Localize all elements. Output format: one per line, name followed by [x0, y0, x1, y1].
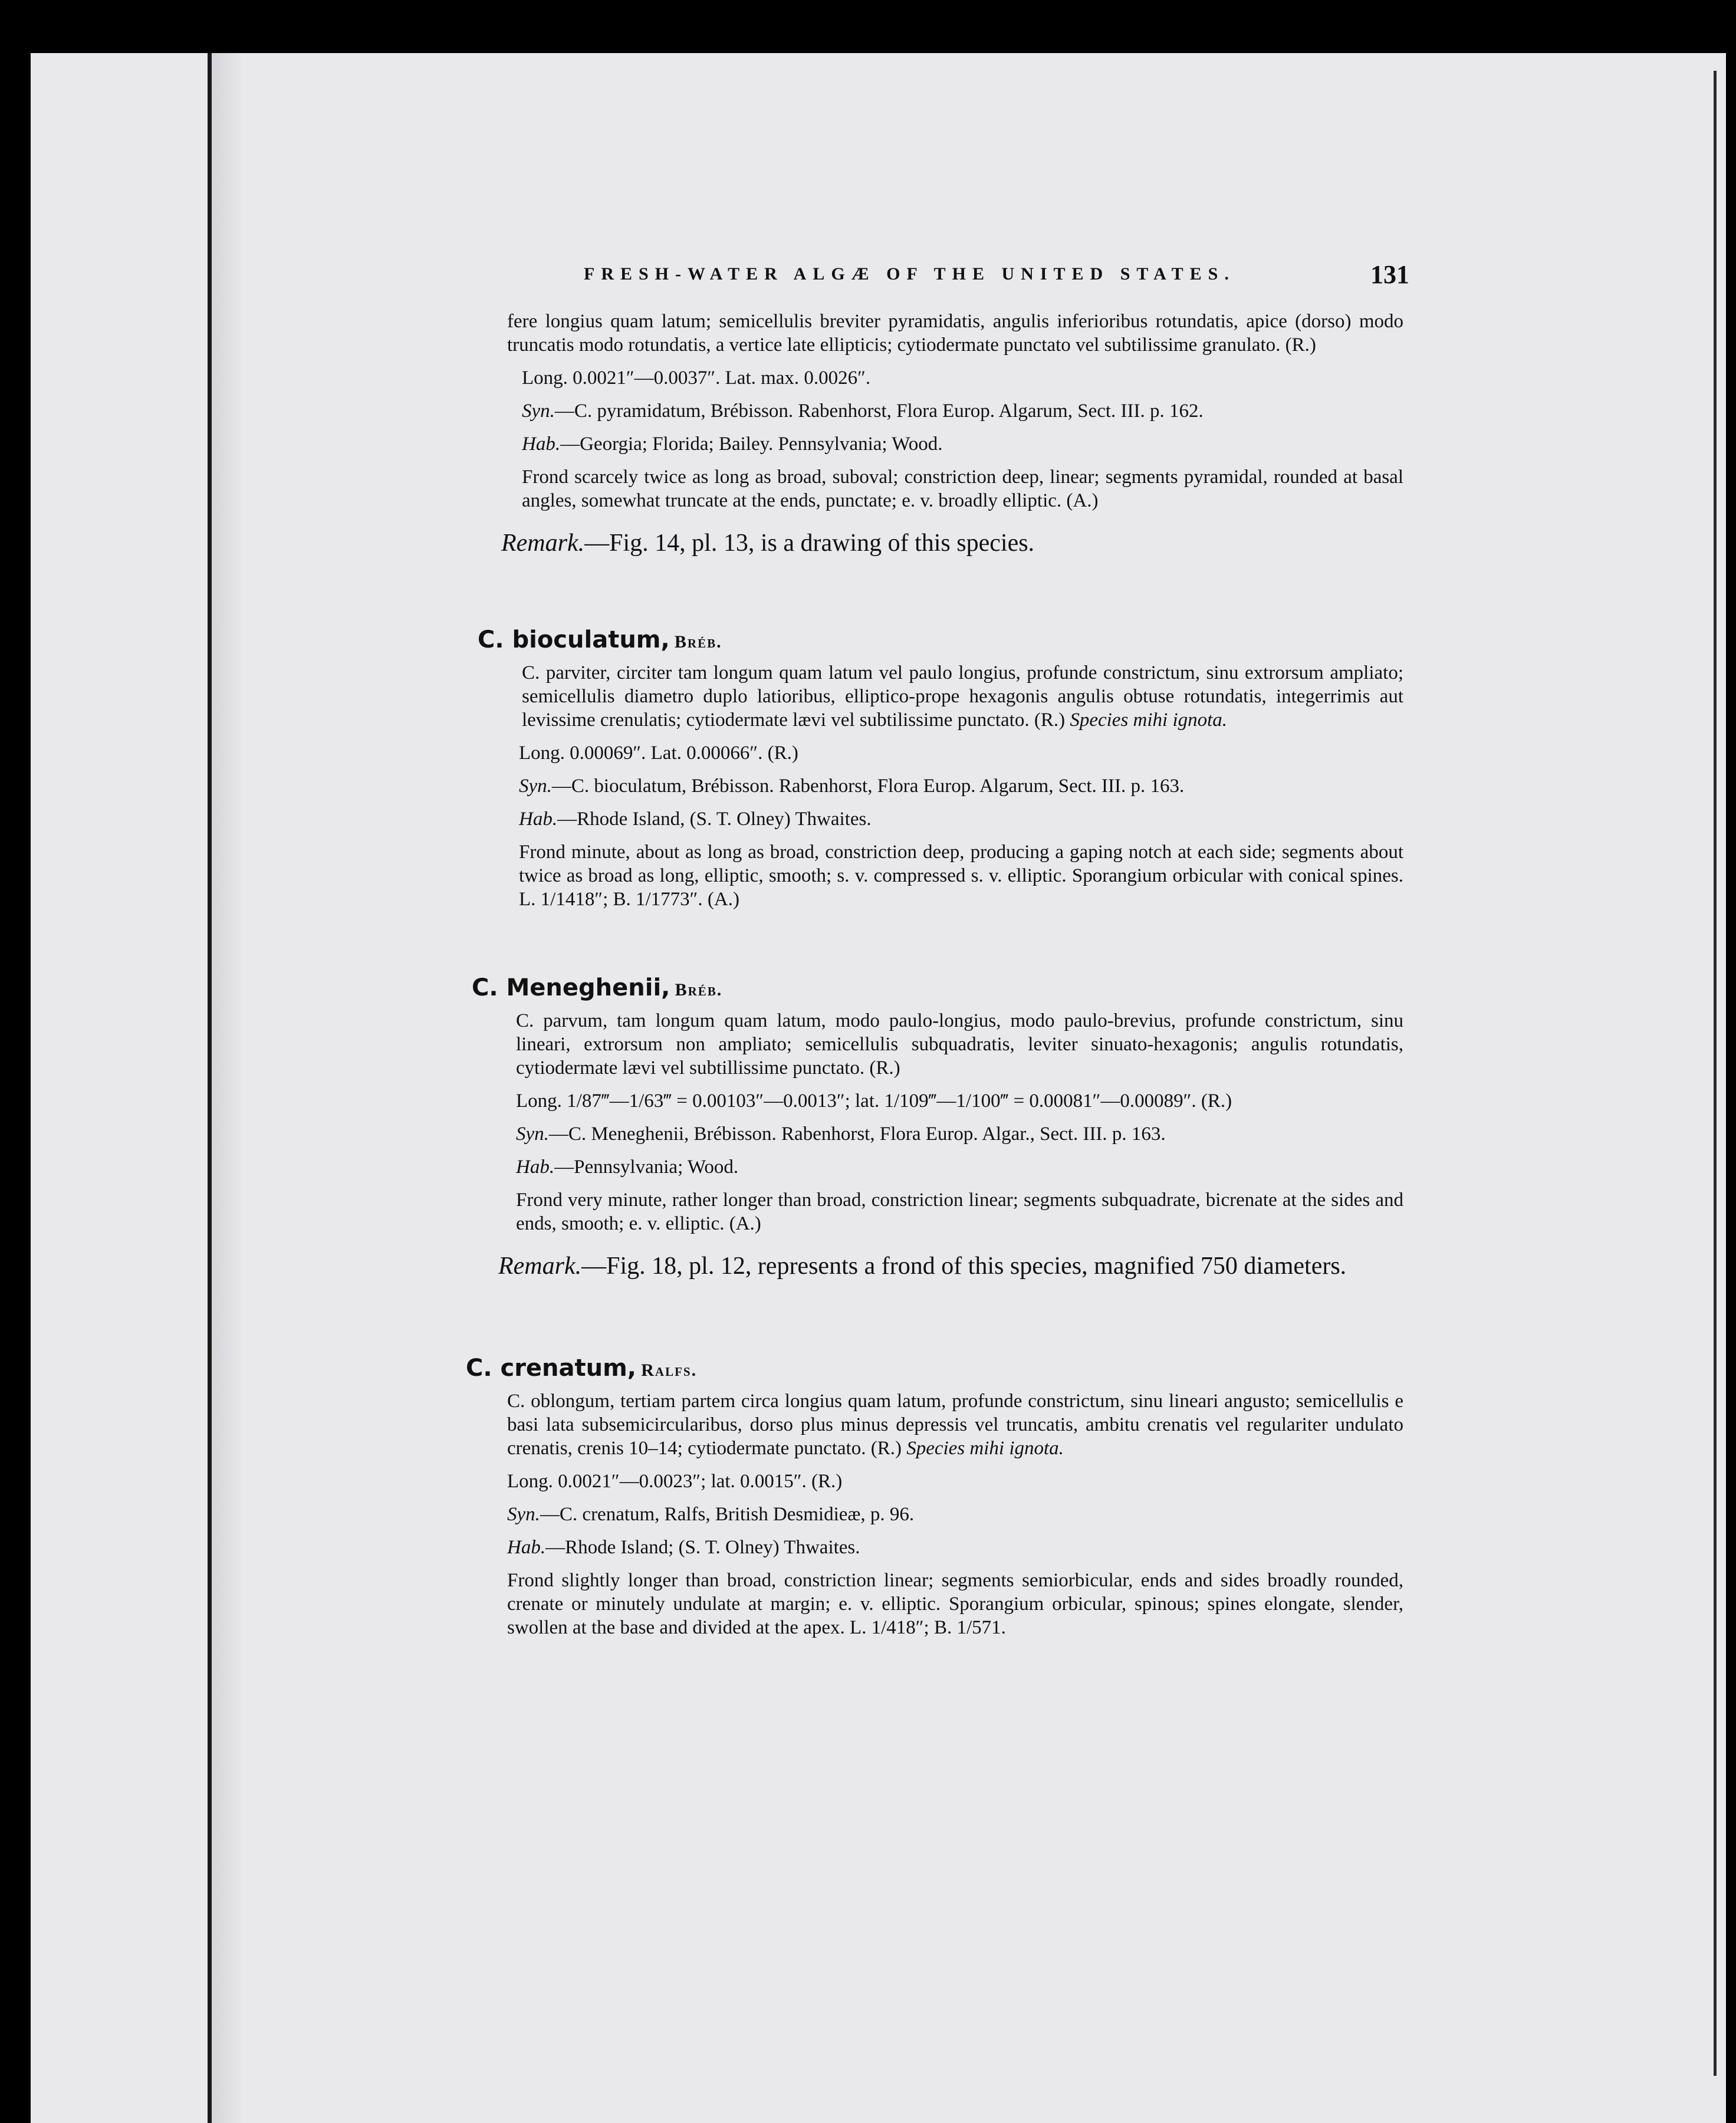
syn-text: —C. bioculatum, Brébisson. Rabenhorst, Flora Europ. Algarum, Sect. III. p. 163. [551, 775, 1185, 797]
habitat-line [448, 1155, 1403, 1179]
species-heading [448, 976, 1403, 1002]
remark-text: —Fig. 14, pl. 13, is a drawing of this species. [584, 530, 1035, 557]
latin-text: C. parviter, circiter tam longum quam latum vel paulo longius, profunde constrictum, sinu extrorsum ampliato; semicellulis diametro duplo latioribus, elliptico-prope hexagonis angulis obtuse rotundatis, integerrimis aut levissime crenulatis; cytiodermate lævi vel subtilissime punctato. (R.) [522, 662, 1403, 731]
running-header [584, 259, 1409, 295]
latin-italic-note: Species mihi ignota. [906, 1438, 1064, 1459]
species-author: Bréb. [674, 632, 722, 652]
entry-crenatum [448, 1356, 1403, 1639]
species-author: Bréb. [675, 980, 723, 1000]
latin-description [448, 661, 1403, 732]
entry-meneghenii [448, 976, 1403, 1281]
hab-text: —Georgia; Florida; Bailey. Pennsylvania; Wood. [560, 433, 943, 455]
species-author: Ralfs. [641, 1360, 698, 1380]
hab-text: —Rhode Island; (S. T. Olney) Thwaites. [545, 1537, 860, 1558]
latin-text: C. oblongum, tertiam partem circa longius quam latum, profunde constrictum, sinu lineari angusto; semicellulis e basi lata subsemicircularibus, dorso plus minus depressis vel truncatis, ambitu crenatis vel regulariter undulato crenatis, crenis 10–14; cytiodermate punctato. (R.) [507, 1391, 1403, 1459]
syn-text: —C. crenatum, Ralfs, British Desmidieæ, p. 96. [540, 1504, 915, 1525]
synonym-line [448, 399, 1403, 423]
english-description: Frond slightly longer than broad, constriction linear; segments semiorbicular, ends and sides broadly rounded, crenate or minutely undulate at margin; e. v. elliptic. Sporangium orbicular, spinous; spines elongate, slender, swollen at the base and divided at the apex. L. 1/418″; B. 1/571. [507, 1570, 1403, 1638]
hab-label: Hab. [519, 809, 558, 830]
species-heading [448, 1356, 1403, 1382]
synonym-line [448, 1503, 1403, 1526]
book-spine-edge [208, 53, 212, 2123]
running-title: FRESH-WATER ALGÆ OF THE UNITED STATES. [584, 264, 1235, 284]
synonym-line [448, 774, 1403, 798]
hab-label: Hab. [507, 1537, 546, 1558]
species-heading [448, 628, 1403, 654]
english-description: Frond scarcely twice as long as broad, suboval; constriction deep, linear; segments pyramidal, rounded at basal angles, somewhat truncate at the ends, punctate; e. v. broadly elliptic. (A.) [522, 466, 1403, 511]
entry-bioculatum [448, 628, 1403, 911]
entry-continued [448, 310, 1403, 558]
species-name: C. crenatum, [466, 1355, 636, 1382]
syn-text: —C. Meneghenii, Brébisson. Rabenhorst, Flora Europ. Algar., Sect. III. p. 163. [548, 1123, 1166, 1145]
latin-description [448, 1389, 1403, 1460]
page-number: 131 [1370, 260, 1409, 289]
measurements: Long. 0.00069″. Lat. 0.00066″. (R.) [519, 742, 798, 764]
syn-label: Syn. [522, 400, 555, 422]
habitat-line [448, 432, 1403, 456]
syn-label: Syn. [507, 1504, 540, 1525]
remark-text: —Fig. 18, pl. 12, represents a frond of this species, magnified 750 diameters. [581, 1253, 1347, 1280]
remark [448, 528, 1403, 558]
species-name: C. Meneghenii, [472, 974, 670, 1001]
syn-label: Syn. [519, 775, 552, 797]
hab-label: Hab. [516, 1156, 555, 1178]
english-description: Frond minute, about as long as broad, constriction deep, producing a gaping notch at each side; segments about twice as broad as long, elliptic, smooth; s. v. compressed s. v. elliptic. Sporangium orbicular with conical spines. L. 1/1418″; B. 1/1773″. (A.) [519, 842, 1403, 910]
latin-italic-note: Species mihi ignota. [1070, 709, 1228, 731]
syn-label: Syn. [516, 1123, 549, 1145]
habitat-line [448, 807, 1403, 831]
remark-label: Remark. [498, 1253, 582, 1280]
remark [448, 1251, 1403, 1281]
hab-text: —Pennsylvania; Wood. [554, 1156, 739, 1178]
measurements: Long. 1/87‴—1/63‴ = 0.00103″—0.0013″; lat. 1/109‴—1/100‴ = 0.00081″—0.00089″. (R.) [516, 1090, 1232, 1112]
latin-description: fere longius quam latum; semicellulis breviter pyramidatis, angulis inferioribus rotundatis, apice (dorso) modo truncatis modo rotundatis, a vertice late ellipticis; cytiodermate punctato vel subtilissime granulato. (R.) [507, 311, 1403, 356]
species-name: C. bioculatum, [478, 626, 670, 653]
synonym-line [448, 1122, 1403, 1146]
remark-label: Remark. [501, 530, 585, 557]
page-gutter-shadow [208, 53, 243, 2123]
syn-text: —C. pyramidatum, Brébisson. Rabenhorst, Flora Europ. Algarum, Sect. III. p. 162. [554, 400, 1204, 422]
english-description: Frond very minute, rather longer than broad, constriction linear; segments subquadrate, bicrenate at the sides and ends, smooth; e. v. elliptic. (A.) [516, 1189, 1403, 1234]
page-right-edge [1714, 71, 1717, 2076]
habitat-line [448, 1536, 1403, 1559]
hab-label: Hab. [522, 433, 561, 455]
measurements: Long. 0.0021″—0.0037″. Lat. max. 0.0026″. [522, 367, 871, 389]
latin-description: C. parvum, tam longum quam latum, modo paulo-longius, modo paulo-brevius, profunde constrictum, sinu lineari, extrorsum non ampliato; semicellulis subquadratis, leviter sinuato-hexagonis; angulis rotundatis, cytiodermate lævi vel subtillissime punctato. (R.) [516, 1010, 1403, 1079]
hab-text: —Rhode Island, (S. T. Olney) Thwaites. [557, 809, 872, 830]
measurements: Long. 0.0021″—0.0023″; lat. 0.0015″. (R.) [507, 1471, 843, 1492]
